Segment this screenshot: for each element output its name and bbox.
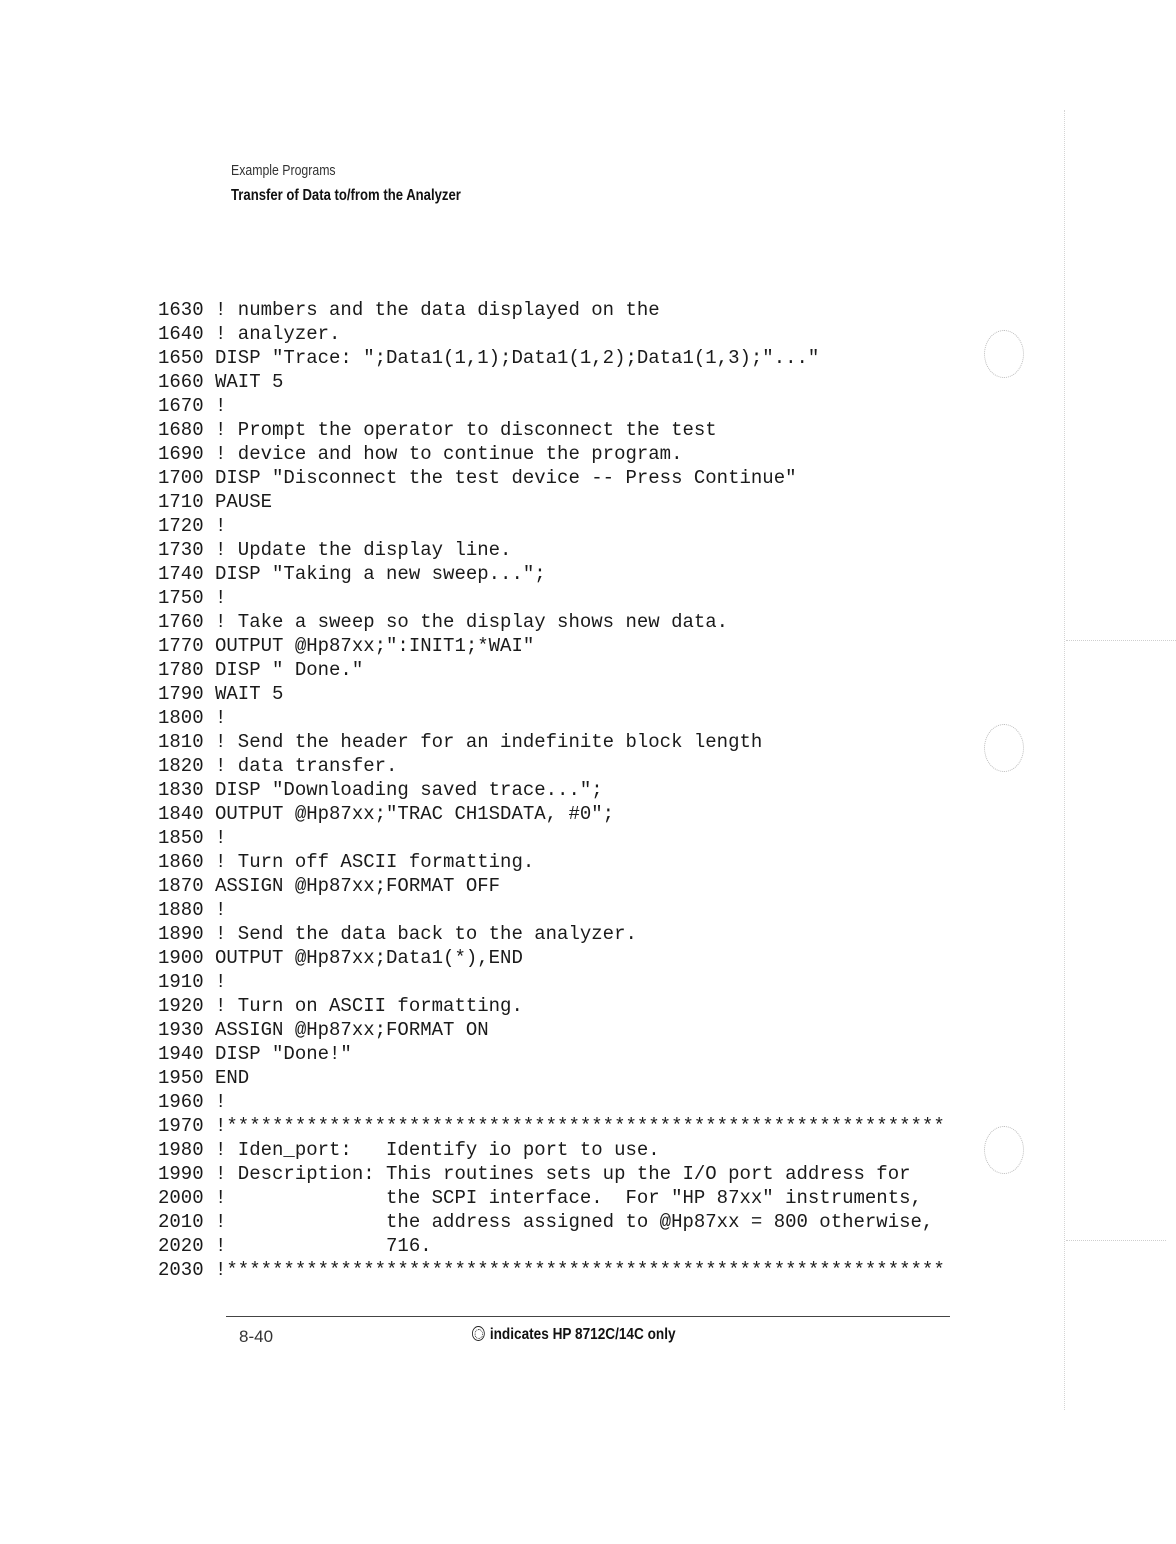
code-line <box>158 1258 945 1282</box>
line-number: 1890 <box>158 923 204 945</box>
code-line <box>158 658 945 682</box>
code-line <box>158 298 945 322</box>
code-text: ! <box>215 587 227 609</box>
code-text: ! <box>215 515 227 537</box>
line-number: 2030 <box>158 1259 204 1281</box>
line-number: 1650 <box>158 347 204 369</box>
code-text: ! the address assigned to @Hp87xx = 800 otherwise, <box>215 1211 934 1233</box>
code-line <box>158 1210 945 1234</box>
code-line <box>158 1162 945 1186</box>
line-number: 2010 <box>158 1211 204 1233</box>
line-number: 1750 <box>158 587 204 609</box>
code-line <box>158 1234 945 1258</box>
code-text: ! Send the header for an indefinite block length <box>215 731 763 753</box>
line-number: 1630 <box>158 299 204 321</box>
line-number: 1880 <box>158 899 204 921</box>
code-text: ! <box>215 827 227 849</box>
code-line <box>158 322 945 346</box>
scan-edge <box>1064 110 1066 1410</box>
code-text: ! Iden_port: Identify io port to use. <box>215 1139 660 1161</box>
line-number: 1920 <box>158 995 204 1017</box>
code-line <box>158 394 945 418</box>
line-number: 1970 <box>158 1115 204 1137</box>
line-number: 1840 <box>158 803 204 825</box>
code-line <box>158 370 945 394</box>
code-text: ! Turn off ASCII formatting. <box>215 851 535 873</box>
code-line <box>158 946 945 970</box>
code-line <box>158 346 945 370</box>
code-line <box>158 754 945 778</box>
running-header <box>231 162 511 205</box>
line-number: 1720 <box>158 515 204 537</box>
code-text: ! the SCPI interface. For "HP 87xx" instruments, <box>215 1187 922 1209</box>
code-text: ! <box>215 707 227 729</box>
code-line <box>158 1186 945 1210</box>
line-number: 1780 <box>158 659 204 681</box>
code-text: OUTPUT @Hp87xx;"TRAC CH1SDATA, #0"; <box>215 803 615 825</box>
code-text: ! Send the data back to the analyzer. <box>215 923 637 945</box>
code-text: ! Turn on ASCII formatting. <box>215 995 523 1017</box>
code-text: ! <box>215 1091 227 1113</box>
line-number: 1960 <box>158 1091 204 1113</box>
code-text: ! numbers and the data displayed on the <box>215 299 660 321</box>
code-listing <box>158 298 945 1282</box>
code-text: !*************************************************************** <box>215 1259 945 1281</box>
code-text: DISP "Taking a new sweep..."; <box>215 563 546 585</box>
code-text: DISP " Done." <box>215 659 364 681</box>
code-text: DISP "Downloading saved trace..."; <box>215 779 603 801</box>
code-text: OUTPUT @Hp87xx;":INIT1;*WAI" <box>215 635 535 657</box>
code-text: ! device and how to continue the program. <box>215 443 683 465</box>
code-text: DISP "Trace: ";Data1(1,1);Data1(1,2);Data1(1,3);"..." <box>215 347 820 369</box>
code-text: DISP "Done!" <box>215 1043 352 1065</box>
code-line <box>158 1018 945 1042</box>
code-line <box>158 994 945 1018</box>
code-line <box>158 562 945 586</box>
footer-note <box>472 1326 676 1344</box>
line-number: 1740 <box>158 563 204 585</box>
code-text: WAIT 5 <box>215 683 284 705</box>
line-number: 1660 <box>158 371 204 393</box>
line-number: 1770 <box>158 635 204 657</box>
line-number: 1760 <box>158 611 204 633</box>
code-line <box>158 610 945 634</box>
code-line <box>158 706 945 730</box>
code-text: ! <box>215 395 227 417</box>
code-line <box>158 1114 945 1138</box>
line-number: 1700 <box>158 467 204 489</box>
line-number: 1900 <box>158 947 204 969</box>
code-line <box>158 514 945 538</box>
line-number: 1930 <box>158 1019 204 1041</box>
line-number: 1910 <box>158 971 204 993</box>
code-text: ! data transfer. <box>215 755 398 777</box>
line-number: 2020 <box>158 1235 204 1257</box>
code-line <box>158 1138 945 1162</box>
scan-mark <box>1066 1240 1166 1242</box>
line-number: 1670 <box>158 395 204 417</box>
scan-mark <box>1066 640 1176 642</box>
line-number: 1690 <box>158 443 204 465</box>
code-text: END <box>215 1067 250 1089</box>
page-number: 8-40 <box>239 1327 274 1346</box>
code-line <box>158 970 945 994</box>
line-number: 1990 <box>158 1163 204 1185</box>
code-text: ! 716. <box>215 1235 432 1257</box>
line-number: 1870 <box>158 875 204 897</box>
code-text: ! Prompt the operator to disconnect the test <box>215 419 717 441</box>
code-line <box>158 586 945 610</box>
code-line <box>158 442 945 466</box>
code-line <box>158 466 945 490</box>
line-number: 1850 <box>158 827 204 849</box>
code-line <box>158 1066 945 1090</box>
code-line <box>158 1090 945 1114</box>
code-text: WAIT 5 <box>215 371 284 393</box>
code-text: OUTPUT @Hp87xx;Data1(*),END <box>215 947 523 969</box>
footer-note-text: indicates HP 8712C/14C only <box>489 1326 676 1343</box>
line-number: 1820 <box>158 755 204 777</box>
code-text: DISP "Disconnect the test device -- Press Continue" <box>215 467 797 489</box>
code-line <box>158 850 945 874</box>
code-text: ASSIGN @Hp87xx;FORMAT ON <box>215 1019 489 1041</box>
line-number: 1640 <box>158 323 204 345</box>
code-line <box>158 898 945 922</box>
code-line <box>158 730 945 754</box>
line-number: 1710 <box>158 491 204 513</box>
code-line <box>158 634 945 658</box>
line-number: 2000 <box>158 1187 204 1209</box>
code-text: ! Description: This routines sets up the I/O port address for <box>215 1163 911 1185</box>
code-text: ASSIGN @Hp87xx;FORMAT OFF <box>215 875 501 897</box>
code-line <box>158 682 945 706</box>
code-text: ! <box>215 971 227 993</box>
code-line <box>158 826 945 850</box>
punch-hole <box>984 330 1024 378</box>
footer-divider <box>226 1316 950 1317</box>
punch-hole <box>984 724 1024 772</box>
code-line <box>158 538 945 562</box>
line-number: 1800 <box>158 707 204 729</box>
code-line <box>158 874 945 898</box>
page-title: Transfer of Data to/from the Analyzer <box>231 187 461 204</box>
code-line <box>158 1042 945 1066</box>
line-number: 1830 <box>158 779 204 801</box>
line-number: 1680 <box>158 419 204 441</box>
hp-8712c-badge-icon <box>472 1326 485 1341</box>
code-text: ! Update the display line. <box>215 539 512 561</box>
code-text: ! Take a sweep so the display shows new data. <box>215 611 729 633</box>
code-line <box>158 802 945 826</box>
code-text: ! analyzer. <box>215 323 341 345</box>
line-number: 1950 <box>158 1067 204 1089</box>
line-number: 1860 <box>158 851 204 873</box>
line-number: 1940 <box>158 1043 204 1065</box>
code-line <box>158 922 945 946</box>
code-text: PAUSE <box>215 491 273 513</box>
line-number: 1730 <box>158 539 204 561</box>
line-number: 1980 <box>158 1139 204 1161</box>
code-line <box>158 490 945 514</box>
section-label: Example Programs <box>231 162 336 179</box>
code-text: !*************************************************************** <box>215 1115 945 1137</box>
line-number: 1810 <box>158 731 204 753</box>
code-line <box>158 418 945 442</box>
punch-hole <box>984 1126 1024 1174</box>
line-number: 1790 <box>158 683 204 705</box>
code-line <box>158 778 945 802</box>
code-text: ! <box>215 899 227 921</box>
